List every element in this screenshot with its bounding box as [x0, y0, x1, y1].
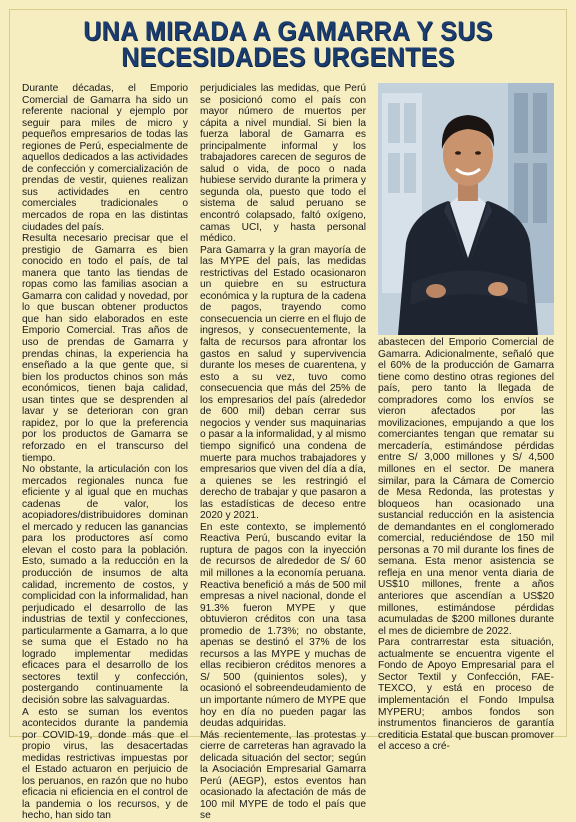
title-line-1: UNA MIRADA A GAMARRA Y SUS — [83, 16, 493, 46]
paragraph: No obstante, la articulación con los mercados regionales nunca fue eficiente y al igual que en muchas cadenas de valor, los acopiadores/distribuidores dominan el mercado y reducen las ganancias para los productores así como elevan el costo para la población. Esto, sumado a la reducción en la producción de insumos de alta calidad, incremento de costos, y complicidad con la informalidad, han perjudicado el desarrollo de las industrias de textil y confecciones, particularmente a Gamarra, a lo que se suma que el Estado no ha logrado implementar medidas eficaces para el desarrollo de los sectores textil y confección, postergando continuamente la decisión sobre las salvaguardas. — [22, 464, 188, 706]
page-title — [23, 18, 553, 70]
paragraph: Para Gamarra y la gran mayoría de las MYPE del país, las medidas restrictivas del Estado ocasionaron un quiebre en su estructura económica y la ruptura de la cadena de pagos, trayendo como consecuencia un cierre en el flujo de ingresos, y consecuentemente, la falta de recursos para afrontar los gastos en salud y supervivencia durante los meses de cuarentena, y esto a su vez, tuvo como consecuencia que más del 25% de los empresarios del país (alrededor de 600 mil) deban cerrar sus negocios y vender sus maquinarias o pasar a la informalidad, y al mismo tiempo significó una condena de muerte para muchos trabajadores y empresarios que viven del día a día, a quienes se les restringió el derecho de trabajar y que pasaron a las estadísticas de deceso entre 2020 y 2021. — [200, 244, 366, 522]
paragraph: perjudiciales las medidas, que Perú se posicionó como el país con mayor número de muertos per cápita a nivel mundial. Si bien la fuerza laboral de Gamarra es principalmente informal y los trabajadores carecen de seguros de salud o vida, de poco o nada hubiese servido durante la primera y segunda ola, puesto que todo el sistema de salud peruano se encontró colapsado, faltó oxígeno, camas UCI, y hasta personal médico. — [200, 83, 366, 245]
paragraph: Resulta necesario precisar que el prestigio de Gamarra es bien conocido en todo el país, de tal manera que tanto las tiendas de ropas como las familias asocian a Gamarra con calidad y novedad, por lo que buscan obtener productos que han sido elaborados en este Emporio Comercial. Tras años de uso de prendas de Gamarra y prendas chinas, la experiencia ha enseñado a la que gente que, si bien los productos chinos son más económicos, tienen baja calidad, usan tintes que se desprenden al lavar y se deterioran con gran rapidez, por lo que la preferencia por los productos de Gamarra se reforzado en el transcurso del tiempo. — [22, 233, 188, 464]
portrait-photo — [378, 83, 554, 335]
paragraph: En este contexto, se implementó Reactiva Perú, buscando evitar la ruptura de pagos con la inyección de recursos de alrededor de S/ 60 mil millones a la economía peruana. Reactiva benefició a más de 500 mil empresas a nivel nacional, donde el 91.3% fueron MYPE y que obtuvieron créditos con una tasa promedio de 1.73%; no obstante, apenas se destinó el 37% de los recursos a las MYPE y muchas de ellas recibieron créditos menores a S/ 500 (quinientos soles), y ocasionó el sobreendeudamiento de un importante número de MYPE que hoy en día no pueden pagar las deudas adquiridas. — [200, 521, 366, 730]
title-line-2: NECESIDADES URGENTES — [121, 42, 455, 72]
article-column-2 — [200, 83, 366, 822]
paragraph: Más recientemente, las protestas y cierre de carreteras han agravado la delicada situación del sector; según la Asociación Empresarial Gamarra Perú (AEGP), estos eventos han ocasionado la afectación de más de 100 mil MYPE de todo el país que se — [200, 729, 366, 822]
paragraph: Para contrarrestar esta situación, actualmente se encuentra vigente el Fondo de Apoyo Empresarial para el Sector Textil y Confección, FAE-TEXCO, y está en proceso de implementación el Fondo Impulsa MYPERU; ambos fondos son instrumentos financieros de garantía crediticia Estatal que buscan promover el acceso a cré- — [378, 637, 554, 753]
article-column-3 — [378, 337, 554, 753]
paragraph: Durante décadas, el Emporio Comercial de Gamarra ha sido un referente nacional y ejemplo por seguir para miles de micro y pequeños empresarios de todas las regiones de Perú, especialmente de aquellos dedicados a las actividades de confección y comercialización de prendas de vestir, quienes realizan sus actividades en centro comerciales tradicionales o mercados de ropa en las distintas ciudades del país. — [22, 83, 188, 233]
paragraph: abastecen del Emporio Comercial de Gamarra. Adicionalmente, señaló que el 60% de la producción de Gamarra tiene como destino otras regiones del país, pero tanto la llegada de compradores como los envíos se vieron afectados por las movilizaciones, empujando a que los comerciantes tengan que rematar su mercadería, estimándose pérdidas entre S/ 3,000 millones y S/ 4,500 millones en el sector. De manera similar, para la Cámara de Comercio de Mesa Redonda, las protestas y bloqueos han ocasionado una sustancial reducción en la asistencia de demandantes en el conglomerado comercial, reduciéndose de 150 mil personas a 70 mil durante los fines de semana. Esta menor asistencia se refleja en una menor venta diaria de US$10 millones, frente a años anteriores que ascendían a US$20 millones, estimándose pérdidas acumuladas de $200 millones durante el mes de diciembre de 2022. — [378, 337, 554, 637]
paragraph: A esto se suman los eventos acontecidos durante la pandemia por COVID-19, donde más que el propio virus, las desacertadas medidas restrictivas impuestas por el Estado actuaron en perjuicio de los peruanos, en razón que no hubo eficacia ni eficiencia en el control de la pandemia o los recursos, y de hecho, han sido tan — [22, 706, 188, 822]
portrait-illustration — [378, 83, 554, 335]
article-column-1 — [22, 83, 188, 822]
